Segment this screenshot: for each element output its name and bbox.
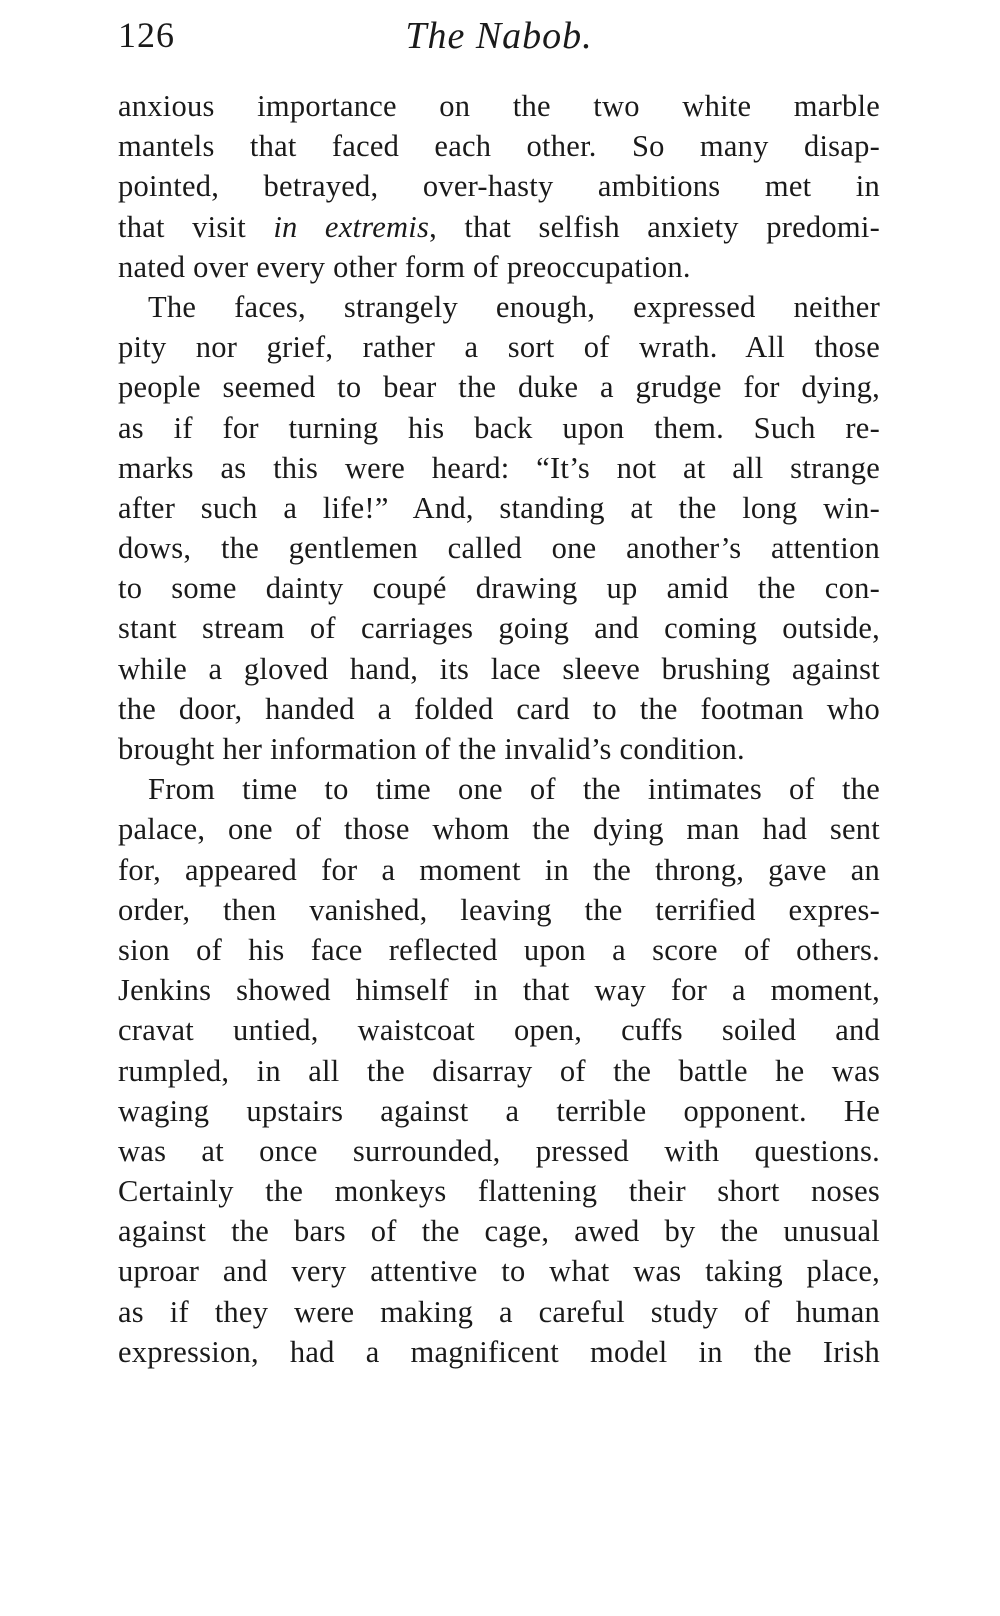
text-line: pointed, betrayed, over-hasty ambitions met in — [118, 169, 880, 204]
text-line: dows, the gentlemen called one another’s attention — [118, 531, 880, 566]
italic-phrase: in extremis — [273, 209, 430, 244]
text-line: rumpled, in all the disarray of the battle he was — [118, 1053, 880, 1088]
text-line: after such a life!” And, standing at the long win- — [118, 490, 880, 525]
text-line: anxious importance on the two white marble — [118, 89, 880, 123]
text-line: expression, had a magnificent model in the Irish — [118, 1334, 880, 1369]
text-line: sion of his face reflected upon a score of others. — [118, 932, 880, 967]
text-line: cravat untied, waistcoat open, cuffs soiled and — [118, 1013, 880, 1048]
text-line: as if they were making a careful study of human — [118, 1294, 880, 1329]
text-line: From time to time one of the intimates of the — [148, 772, 880, 807]
text-line: the door, handed a folded card to the footman who — [118, 691, 880, 726]
text-line: as if for turning his back upon them. Such re- — [118, 410, 880, 445]
text-line: uproar and very attentive to what was taking place, — [118, 1254, 880, 1289]
text-line: was at once surrounded, pressed with questions. — [118, 1133, 880, 1168]
text-line: brought her information of the invalid’s condition. — [118, 732, 745, 766]
text-line — [118, 207, 880, 247]
running-head — [118, 14, 880, 64]
text-line: pity nor grief, rather a sort of wrath. All those — [118, 330, 880, 365]
body-text — [118, 86, 880, 1372]
text-segment: , that selfish anxiety predomi- — [429, 209, 880, 244]
text-line: nated over every other form of preoccupation. — [118, 249, 691, 284]
text-line: against the bars of the cage, awed by the unusual — [118, 1214, 880, 1249]
text-line: people seemed to bear the duke a grudge for dying, — [118, 370, 880, 405]
text-line: order, then vanished, leaving the terrified expres- — [118, 892, 880, 927]
text-line: marks as this were heard: “It’s not at all strange — [118, 450, 880, 485]
page-number: 126 — [118, 15, 175, 55]
text-line: Certainly the monkeys flattening their short noses — [118, 1174, 880, 1209]
text-segment: that visit — [118, 209, 274, 244]
text-line: waging upstairs against a terrible opponent. He — [118, 1093, 880, 1128]
text-line: mantels that faced each other. So many disap- — [118, 129, 880, 164]
running-title: The Nabob. — [405, 15, 593, 57]
text-line: The faces, strangely enough, expressed neither — [148, 289, 880, 324]
text-line: while a gloved hand, its lace sleeve brushing against — [118, 651, 880, 686]
text-line: to some dainty coupé drawing up amid the con- — [118, 571, 880, 606]
text-line: for, appeared for a moment in the throng, gave an — [118, 852, 880, 887]
text-line: Jenkins showed himself in that way for a moment, — [118, 973, 880, 1008]
text-line: stant stream of carriages going and coming outside, — [118, 611, 880, 646]
text-line: palace, one of those whom the dying man had sent — [118, 812, 880, 847]
